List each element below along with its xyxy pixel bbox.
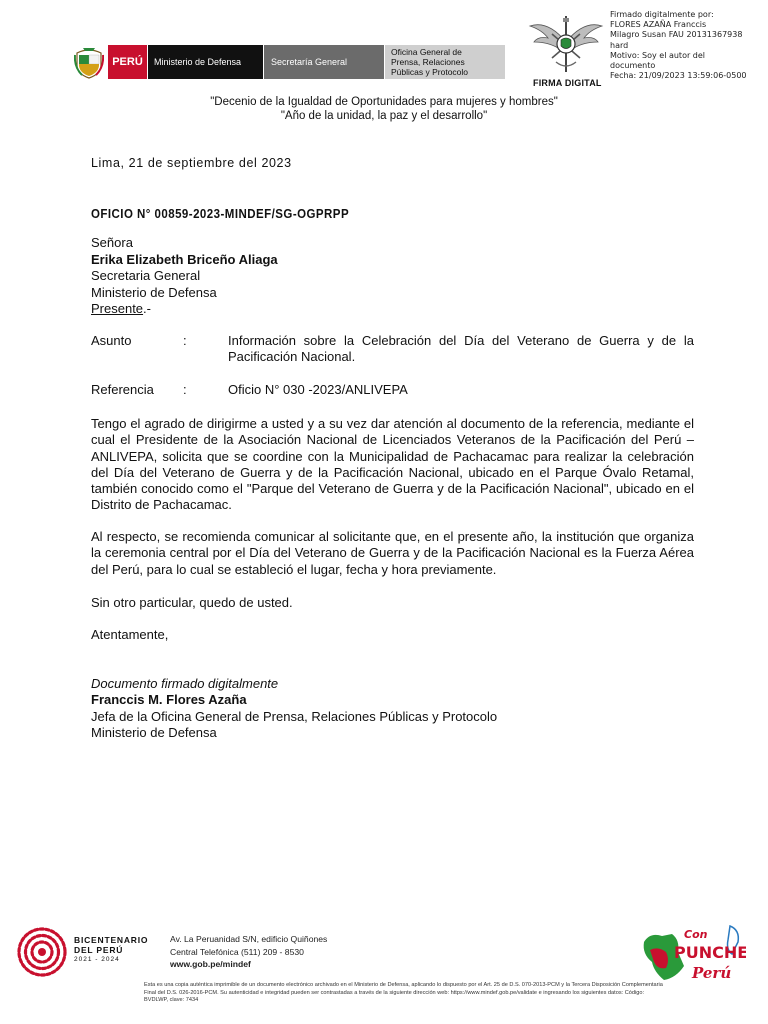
decenio-line: "Decenio de la Igualdad de Oportunidades para mujeres y hombres"	[210, 96, 558, 108]
presente-word: Presente	[91, 301, 144, 316]
digital-signature-text	[610, 10, 768, 81]
signature-line: hard	[610, 40, 629, 50]
logo-word-con: Con	[684, 928, 708, 941]
body-paragraph: Tengo el agrado de dirigirme a usted y a su vez dar atención al documento de la referencia, mediante el cual el Presidente de la Asociación Nacional de Licenciados Veteranos de la Pacificación del Perú – ANLIVEPA, solicita que se coordine con la Municipalidad de Pachacamac para realizar la celebración del Día del Veterano de Guerra y de la Pacificación Nacional, ubicado en el Parque Óvalo Retamal, también conocido como el "Parque del Veterano de Guerra y de la Pacificación Nacional", ubicado en el Distrito de Pachacamac.	[91, 416, 694, 513]
footer-phone: Central Telefónica (511) 209 - 8530	[170, 946, 304, 957]
office-label-line: Oficina General de	[391, 47, 462, 57]
ministry-label: Ministerio de Defensa	[148, 45, 263, 79]
closing-block	[91, 676, 497, 741]
bicentenario-line1: BICENTENARIO	[74, 935, 149, 945]
subject-colon: :	[183, 333, 187, 348]
bicentenario-text	[74, 935, 148, 965]
office-label	[385, 45, 505, 79]
year-motto-line: "Año de la unidad, la paz y el desarrollo"	[280, 110, 488, 122]
recipient-name: Erika Elizabeth Briceño Aliaga	[91, 251, 278, 267]
bicentenario-line2: DEL PERÚ	[74, 945, 124, 955]
signature-line: Firmado digitalmente por:	[610, 10, 714, 19]
footer-contact	[170, 933, 327, 971]
secretariat-label: Secretaría General	[264, 45, 384, 79]
document-reference-number: OFICIO N° 00859-2023-MINDEF/SG-OGPRPP	[91, 207, 350, 221]
place-date: Lima, 21 de septiembre del 2023	[91, 156, 292, 170]
office-label-line: Públicas y Protocolo	[391, 67, 469, 77]
body-paragraph: Al respecto, se recomienda comunicar al solicitante que, en el presente año, la institución que organiza la ceremonia central por el Día del Veterano de Guerra y de la Pacificación Nacional es la Fuerza Aérea del Perú, para lo cual se estableció el lugar, fecha y hora previamente.	[91, 529, 694, 577]
firma-digital-label: FIRMA DIGITAL	[533, 78, 602, 88]
legal-authenticity-notice: Esta es una copia auténtica imprimible de un documento electrónico archivado en el Ministerio de Defensa, aplicando lo dispuesto por el Art. 25 de D.S. 070-2013-PCM y la Tercera Disposición Complementaria Final del D.S. 026-2016-PCM. Su autenticidad e integridad pueden ser contrastadas a través de la siguiente dirección web: https://www.mindef.gob.pe/validate e ingresando los siguientes datos: Código: BVDLWP, clave: 7434	[144, 982, 663, 1004]
presente-suffix: .-	[143, 301, 151, 316]
recipient-position: Secretaria General	[91, 268, 201, 283]
logo-word-peru: Perú	[692, 964, 732, 982]
signature-line: Fecha: 21/09/2023 13:59:06-0500	[610, 71, 747, 81]
recipient-institution: Ministerio de Defensa	[91, 284, 217, 300]
signed-digitally-note: Documento firmado digitalmente	[91, 676, 279, 691]
reference-label: Referencia	[91, 382, 154, 397]
recipient-presente	[91, 301, 278, 318]
body-paragraph: Sin otro particular, quedo de usted.	[91, 595, 293, 610]
signer-name: Franccis M. Flores Azaña	[91, 692, 247, 708]
signature-line: documento	[610, 61, 656, 71]
signer-institution: Ministerio de Defensa	[91, 724, 217, 740]
con-punche-peru-logo-icon	[640, 920, 746, 986]
footer-address: Av. La Peruanidad S/N, edificio Quiñones	[170, 934, 328, 944]
reference-value: Oficio N° 030 -2023/ANLIVEPA	[228, 382, 408, 397]
bicentenario-years: 2021 - 2024	[74, 956, 120, 963]
recipient-salutation: Señora	[91, 235, 133, 250]
subject-value: Información sobre la Celebración del Día del Veterano de Guerra y de la Pacificación Nacional.	[228, 333, 694, 365]
body-paragraph: Atentamente,	[91, 627, 169, 642]
signer-position: Jefa de la Oficina General de Prensa, Relaciones Públicas y Protocolo	[91, 708, 498, 724]
peru-label: PERÚ	[108, 45, 147, 79]
peru-coat-of-arms-icon	[74, 45, 104, 79]
digital-signature-emblem-icon	[528, 12, 604, 78]
logo-word-punche: PUNCHE	[674, 943, 746, 962]
bicentenario-logo-icon	[16, 926, 68, 978]
footer-website-link[interactable]: www.gob.pe/mindef	[170, 959, 251, 969]
subject-label: Asunto	[91, 333, 132, 348]
signature-line: FLORES AZAÑA Franccis	[610, 20, 707, 30]
decenio-motto	[0, 95, 768, 123]
reference-colon: :	[183, 382, 187, 397]
recipient-block	[91, 235, 278, 318]
signature-line: Motivo: Soy el autor del	[610, 50, 706, 60]
office-label-line: Prensa, Relaciones	[391, 57, 465, 67]
signature-line: Milagro Susan FAU 20131367938	[610, 30, 743, 40]
